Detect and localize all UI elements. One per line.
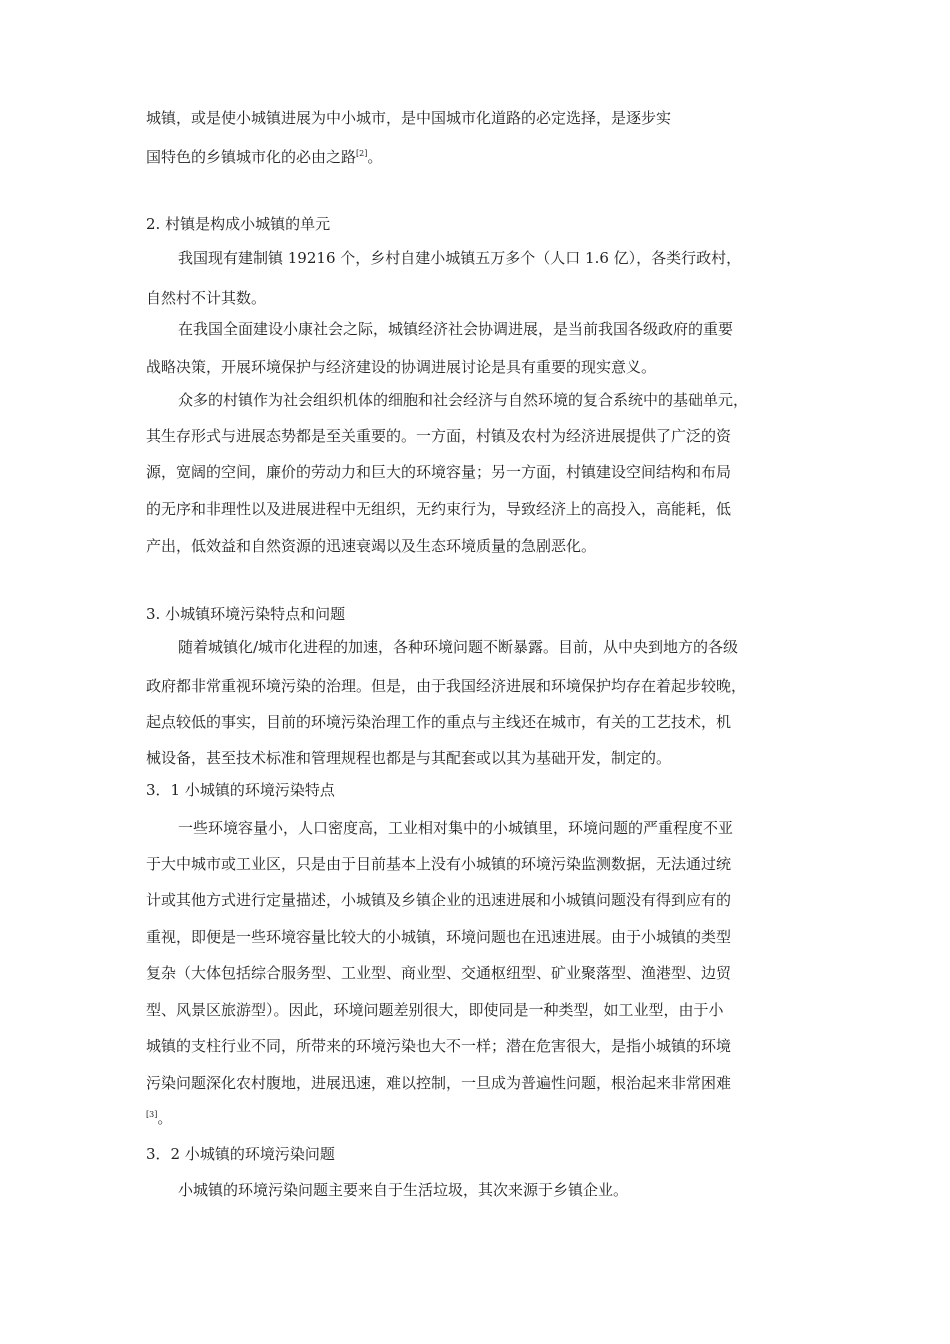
text-line: 战略决策，开展环境保护与经济建设的协调进展讨论是具有重要的现实意义。	[146, 358, 657, 376]
text-span: 国特色的乡镇城市化的必由之路	[146, 148, 357, 166]
text-line: 随着城镇化/城市化进程的加速，各种环境问题不断暴露。目前，从中央到地方的各级	[178, 638, 739, 656]
text-line	[146, 147, 382, 167]
text-line: 在我国全面建设小康社会之际，城镇经济社会协调进展，是当前我国各级政府的重要	[178, 320, 734, 338]
text-line: 于大中城市或工业区，只是由于目前基本上没有小城镇的环境污染监测数据，无法通过统	[146, 855, 732, 873]
text-line: 城镇，或是使小城镇进展为中小城市，是中国城市化道路的必定选择，是逐步实	[146, 109, 672, 127]
text-line: 械设备，甚至技术标准和管理规程也都是与其配套或以其为基础开发，制定的。	[146, 749, 672, 767]
text-line: 的无序和非理性以及进展进程中无组织，无约束行为，导致经济上的高投入，高能耗，低	[146, 500, 732, 518]
subsection-heading: 3．2 小城镇的环境污染问题	[146, 1145, 335, 1163]
section-heading: 2. 村镇是构成小城镇的单元	[146, 215, 331, 233]
text-line	[146, 1108, 172, 1128]
text-line: 型、风景区旅游型）。因此，环境问题差别很大，即使同是一种类型，如工业型，由于小	[146, 1001, 724, 1019]
text-line: 我国现有建制镇 19216 个，乡村自建小城镇五万多个（人口 1.6 亿），各类行政村，	[178, 249, 742, 267]
text-line: 源，宽阔的空间，廉价的劳动力和巨大的环境容量；另一方面，村镇建设空间结构和布局	[146, 463, 732, 481]
text-line: 起点较低的事实，目前的环境污染治理工作的重点与主线还在城市，有关的工艺技术，机	[146, 713, 732, 731]
text-line: 产出，低效益和自然资源的迅速衰竭以及生态环境质量的急剧恶化。	[146, 537, 597, 555]
citation-ref: [3]	[146, 1110, 158, 1119]
text-line: 计或其他方式进行定量描述，小城镇及乡镇企业的迅速进展和小城镇问题没有得到应有的	[146, 891, 732, 909]
subsection-heading: 3．1 小城镇的环境污染特点	[146, 781, 335, 799]
text-line: 众多的村镇作为社会组织机体的细胞和社会经济与自然环境的复合系统中的基础单元，	[178, 391, 749, 409]
text-line: 自然村不计其数。	[146, 289, 267, 307]
text-line: 污染问题深化农村腹地，进展迅速，难以控制，一旦成为普遍性问题，根治起来非常困难	[146, 1074, 732, 1092]
text-line: 一些环境容量小，人口密度高，工业相对集中的小城镇里，环境问题的严重程度不亚	[178, 819, 734, 837]
text-span: 。	[157, 1109, 173, 1127]
text-line: 城镇的支柱行业不同，所带来的环境污染也大不一样；潜在危害很大，是指小城镇的环境	[146, 1037, 732, 1055]
text-line: 政府都非常重视环境污染的治理。但是，由于我国经济进展和环境保护均存在着起步较晚，	[146, 677, 747, 695]
text-line: 重视，即便是一些环境容量比较大的小城镇，环境问题也在迅速进展。由于小城镇的类型	[146, 928, 732, 946]
text-line: 小城镇的环境污染问题主要来自于生活垃圾，其次来源于乡镇企业。	[178, 1181, 629, 1199]
citation-ref: [2]	[356, 149, 368, 158]
text-line: 复杂（大体包括综合服务型、工业型、商业型、交通枢纽型、矿业聚落型、渔港型、边贸	[146, 964, 732, 982]
text-span: 。	[367, 148, 383, 166]
section-heading: 3. 小城镇环境污染特点和问题	[146, 605, 346, 623]
text-line: 其生存形式与进展态势都是至关重要的。一方面，村镇及农村为经济进展提供了广泛的资	[146, 427, 732, 445]
